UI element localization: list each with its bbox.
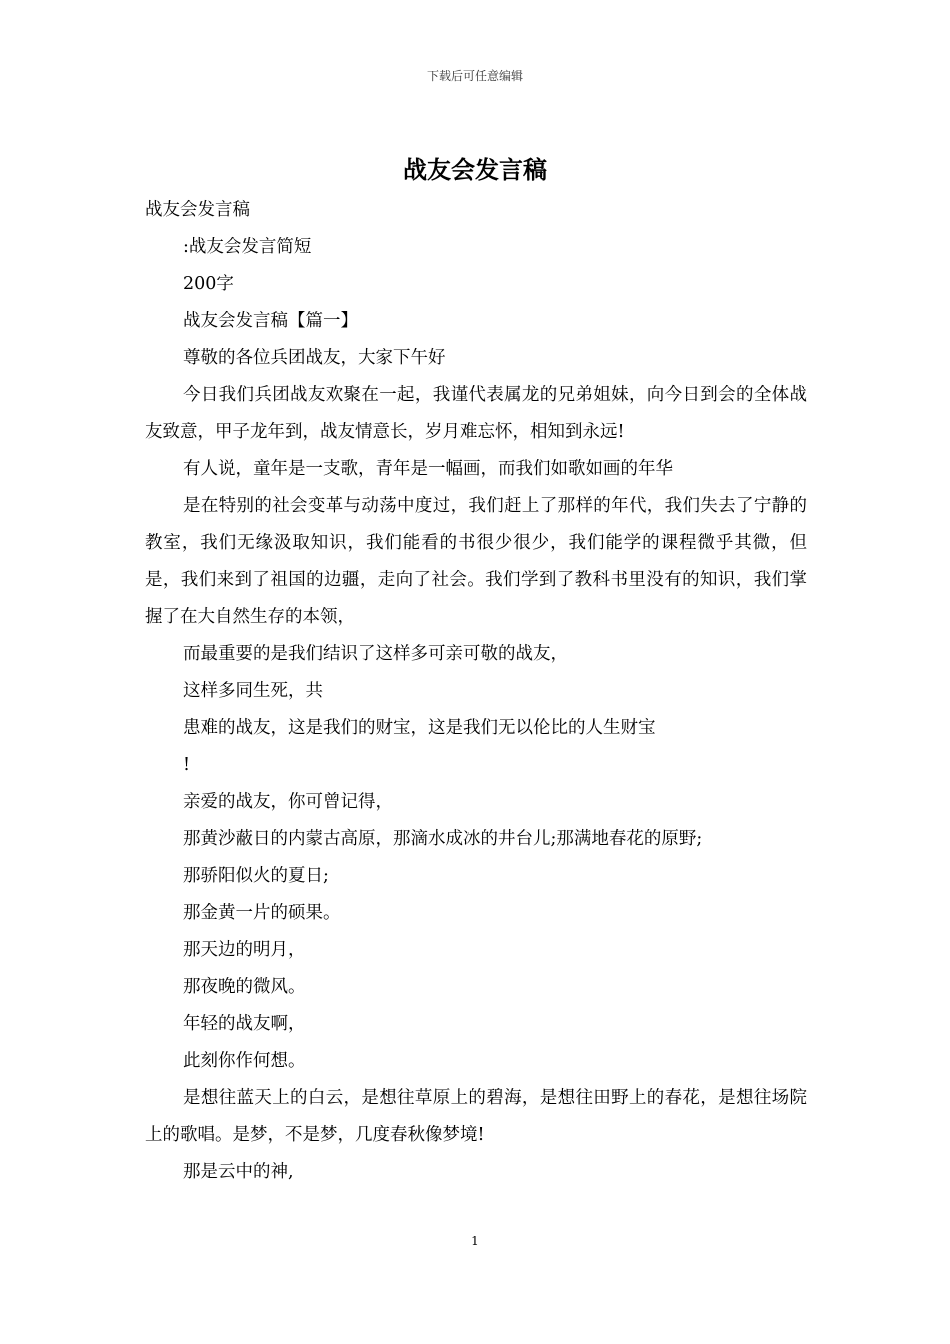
body-paragraph: 那是云中的神, — [183, 1162, 294, 1182]
body-paragraph: 今日我们兵团战友欢聚在一起，我谨代表属龙的兄弟姐妹，向今日到会的全体战友致意，甲子龙年到，战友情意长，岁月难忘怀，相知到永远! — [145, 385, 807, 442]
body-paragraph: 那金黄一片的硕果。 — [183, 903, 341, 923]
body-paragraph: 那黄沙蔽日的内蒙古高原，那滴水成冰的井台儿;那满地春花的原野; — [183, 829, 703, 849]
body-paragraph: 战友会发言稿【篇一】 — [183, 311, 358, 331]
body-paragraph: 亲爱的战友，你可曾记得， — [183, 792, 393, 812]
body-paragraph: 这样多同生死，共 — [183, 681, 323, 701]
page-number: 1 — [471, 1234, 479, 1248]
body-paragraph: 是想往蓝天上的白云，是想往草原上的碧海，是想往田野上的春花，是想往场院上的歌唱。是梦，不是梦，几度春秋像梦境! — [145, 1088, 807, 1145]
body-paragraph: 尊敬的各位兵团战友，大家下午好 — [183, 348, 446, 368]
body-paragraph: 此刻你作何想。 — [183, 1051, 306, 1071]
page-header: 下载后可任意编辑 — [426, 69, 523, 83]
document-body — [145, 192, 807, 1191]
body-paragraph: 是在特别的社会变革与动荡中度过，我们赶上了那样的年代，我们失去了宁静的教室，我们无缘汲取知识，我们能看的书很少很少，我们能学的课程微乎其微，但是，我们来到了祖国的边疆，走向了社会。我们学到了教科书里没有的知识，我们掌握了在大自然生存的本领， — [145, 496, 807, 627]
body-paragraph: 而最重要的是我们结识了这样多可亲可敬的战友， — [183, 644, 568, 664]
body-paragraph: 200字 — [183, 274, 234, 294]
body-paragraph: 那骄阳似火的夏日; — [183, 866, 329, 886]
body-paragraph: 那天边的明月， — [183, 940, 306, 960]
body-paragraph: 有人说，童年是一支歌，青年是一幅画，而我们如歌如画的年华 — [183, 459, 673, 479]
body-paragraph: 那夜晚的微风。 — [183, 977, 306, 997]
body-paragraph: :战友会发言简短 — [183, 237, 312, 257]
body-paragraph: ! — [183, 755, 191, 775]
body-paragraph: 患难的战友，这是我们的财宝，这是我们无以伦比的人生财宝 — [183, 718, 656, 738]
document-title: 战友会发言稿 — [403, 155, 547, 184]
body-paragraph: 战友会发言稿 — [145, 200, 250, 220]
body-paragraph: 年轻的战友啊， — [183, 1014, 306, 1034]
